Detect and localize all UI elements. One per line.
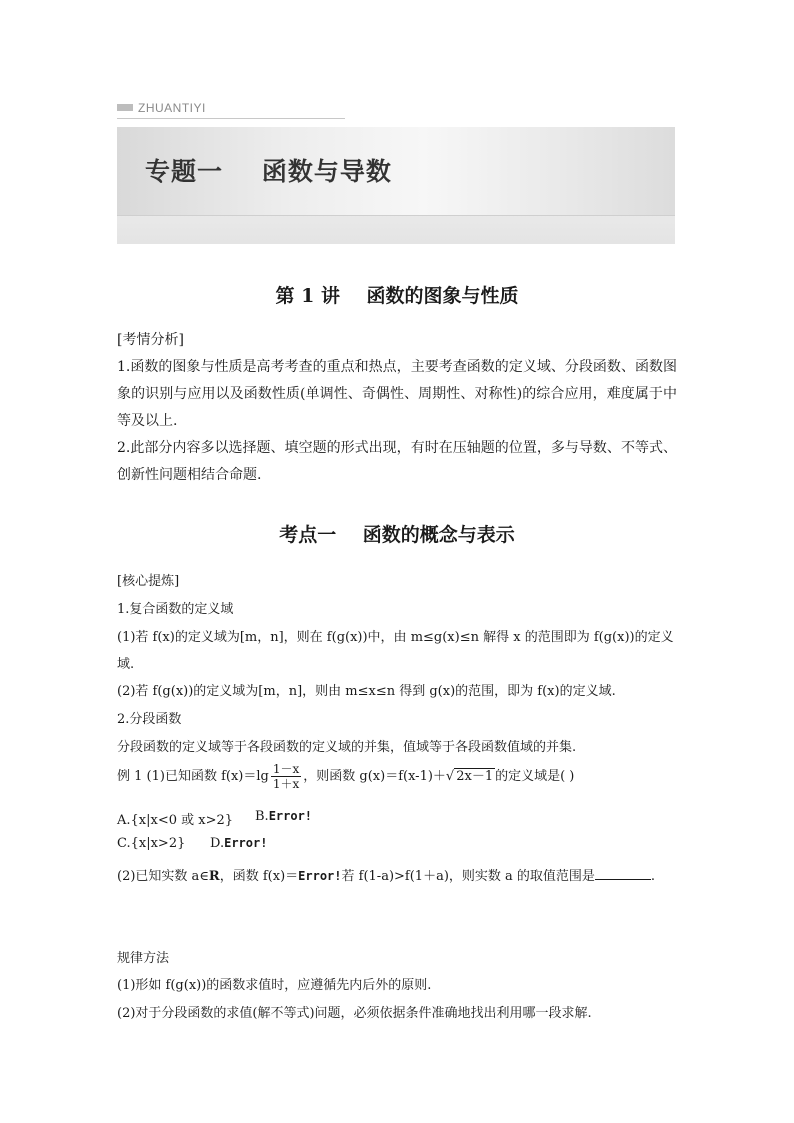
- sqrt-expression: [446, 765, 495, 784]
- banner-marker: [117, 104, 133, 111]
- core-item1-title: 1.复合函数的定义域: [117, 602, 234, 617]
- option-d: [210, 836, 267, 851]
- sqrt-icon: √: [445, 769, 455, 784]
- analysis-paragraph-1: 1.函数的图象与性质是高考考查的重点和热点，主要考查函数的定义域、分段函数、函数图象的识别与应用以及函数性质(单调性、奇偶性、周期性、对称性)的综合应用，难度属于中等及以上.: [117, 359, 677, 429]
- example-1-question-1: [117, 762, 574, 791]
- fraction-numerator: 1－x: [272, 762, 300, 776]
- q2-tail: 若 f(1-a)>f(1＋a)，则实数 a 的取值范围是: [341, 869, 595, 884]
- option-b-prefix: B.: [255, 809, 269, 824]
- section-title: 考点一 函数的概念与表示: [279, 524, 515, 546]
- option-b: [255, 809, 312, 824]
- q2-end: .: [650, 869, 656, 884]
- banner-title: 专题一 函数与导数: [145, 157, 392, 186]
- option-a: A.{x|x<0 或 x>2}: [117, 813, 234, 828]
- example-middle: ，则函数 g(x)＝f(x-1)＋: [303, 769, 446, 784]
- option-c: C.{x|x>2}: [117, 836, 186, 851]
- analysis-paragraph-2: 2.此部分内容多以选择题、填空题的形式出现，有时在压轴题的位置，多与导数、不等式、创新性问题相结合命题.: [117, 440, 677, 483]
- option-d-prefix: D.: [210, 836, 225, 851]
- example-suffix: 的定义域是( ): [495, 769, 575, 784]
- sqrt-body: 2x－1: [456, 769, 494, 784]
- q2-prefix: (2)已知实数 a∈: [117, 869, 209, 884]
- method-paragraph-2: (2)对于分段函数的求值(解不等式)问题，必须依据条件准确地找出利用哪一段求解.: [117, 1006, 592, 1021]
- q2-real-set: R: [208, 869, 220, 884]
- banner-label: ZHUANTIYI: [138, 101, 206, 115]
- answer-blank: [595, 867, 651, 880]
- method-paragraph-1: (1)形如 f(g(x))的函数求值时，应遵循先内后外的原则.: [117, 978, 432, 993]
- fraction-denominator: 1＋x: [272, 777, 300, 791]
- analysis-heading: [考情分析]: [117, 332, 184, 348]
- core-item2-title: 2.分段函数: [117, 712, 182, 727]
- banner-divider: [117, 118, 345, 119]
- example-prefix: 例 1 (1)已知函数 f(x)＝lg: [117, 769, 269, 784]
- option-b-error: Error!: [268, 809, 313, 823]
- core-item2-paragraph: 分段函数的定义域等于各段函数的定义域的并集，值域等于各段函数值域的并集.: [117, 740, 577, 755]
- q2-mid: ，函数 f(x)＝: [219, 869, 299, 884]
- q2-error: Error!: [298, 869, 342, 883]
- core-item1-p1: (1)若 f(x)的定义域为[m，n]，则在 f(g(x))中，由 m≤g(x)≤n 解得 x 的范围即为 f(g(x))的定义: [117, 630, 674, 645]
- option-d-error: Error!: [224, 836, 268, 850]
- core-heading: [核心提炼]: [117, 574, 180, 589]
- lecture-title: 第 1 讲 函数的图象与性质: [275, 285, 519, 307]
- method-heading: 规律方法: [117, 951, 170, 966]
- core-item1-p1-cont: 域.: [117, 657, 135, 672]
- core-item1-p2: (2)若 f(g(x))的定义域为[m，n]，则由 m≤x≤n 得到 g(x)的范围，即为 f(x)的定义域.: [117, 684, 616, 699]
- example-1-question-2: [117, 865, 655, 884]
- log-fraction: [271, 762, 301, 791]
